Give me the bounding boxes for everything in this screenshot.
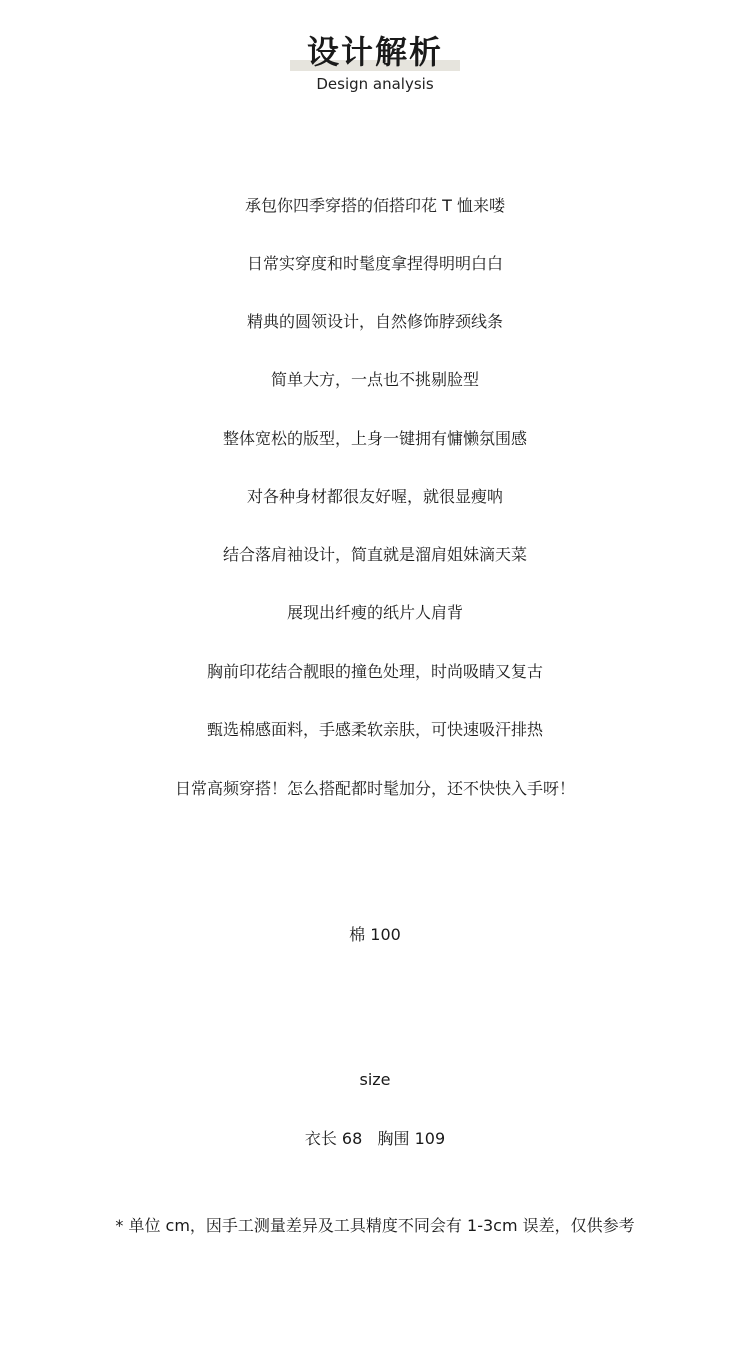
description-line: 精典的圆领设计，自然修饰脖颈线条 [246, 312, 503, 331]
description-line: 日常高频穿搭！怎么搭配都时髦加分，还不快快入手呀！ [174, 779, 575, 798]
measurement-note: * 单位 cm，因手工测量差异及工具精度不同会有 1-3cm 误差，仅供参考 [115, 1216, 635, 1235]
section-title: 设计解析 [306, 33, 443, 71]
section-header [0, 0, 750, 100]
section-subtitle: Design analysis [316, 75, 434, 93]
description-line: 胸前印花结合靓眼的撞色处理，时尚吸睛又复古 [206, 662, 543, 681]
description-line: 甄选棉感面料，手感柔软亲肤，可快速吸汗排热 [206, 720, 543, 739]
size-measurements: 衣长 68 胸围 109 [304, 1129, 446, 1148]
material-composition: 棉 100 [349, 925, 401, 944]
size-label: size [359, 1070, 391, 1089]
description-line: 承包你四季穿搭的佰搭印花 T 恤来喽 [245, 196, 505, 215]
description-line: 日常实穿度和时髦度拿捏得明明白白 [246, 254, 503, 273]
description-line: 简单大方，一点也不挑剔脸型 [270, 370, 479, 389]
description-line: 整体宽松的版型，上身一键拥有慵懒氛围感 [222, 429, 527, 448]
description-line: 展现出纤瘦的纸片人肩背 [286, 603, 463, 622]
description-line: 对各种身材都很友好喔，就很显瘦呐 [246, 487, 503, 506]
description-line: 结合落肩袖设计，简直就是溜肩姐妹滴天菜 [222, 545, 527, 564]
